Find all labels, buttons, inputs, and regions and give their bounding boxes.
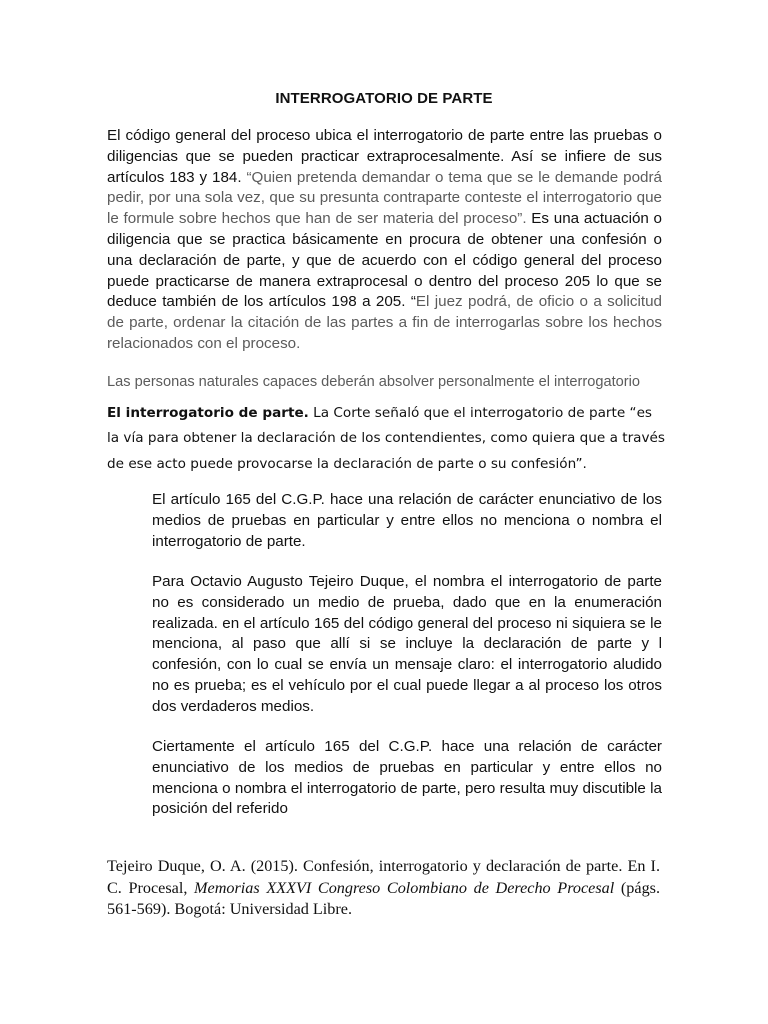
paragraph-corte <box>107 401 667 477</box>
paragraph-ciertamente: Ciertamente el artículo 165 del C.G.P. hace una relación de carácter enunciativo de los medios de pruebas en particular y entre ellos no menciona o nombra el interrogatorio de parte, pero resulta muy discutible la posición del referido <box>152 738 662 818</box>
paragraph-tejeiro: Para Octavio Augusto Tejeiro Duque, el nombra el interrogatorio de parte no es considerado un medio de prueba, dado que en la enumeración realizada. en el artículo 165 del código general del proceso ni siquiera se le menciona, al paso que allí si se incluye la declaración de parte y l confesión, con lo cual se envía un mensaje claro: el interrogatorio aludido no es prueba; es el vehículo por el cual puede llegar a al proceso los otros dos verdaderos medios. <box>152 573 662 715</box>
intro-text: El código general del proceso ubica el interrogatorio de parte entre las pruebas o diligencias que se pueden practicar extraprocesalmente. Así se infiere de sus artículos 183 y 184. <box>107 127 662 186</box>
paragraph-intro <box>107 126 662 355</box>
paragraph-heading: El interrogatorio de parte. <box>107 405 309 421</box>
paragraph-natural-persons: Las personas naturales capaces deberán absolver personalmente el interrogatorio <box>107 374 640 390</box>
paragraph-article-165: El artículo 165 del C.G.P. hace una relación de carácter enunciativo de los medios de pruebas en particular y entre ellos no menciona o nombra el interrogatorio de parte. <box>152 491 662 550</box>
reference-pages: (págs. 561-569). Bogotá: Universidad Libre. <box>107 878 661 919</box>
quote-article-183: “Quien pretenda demandar o tema que se le demande podrá pedir, por una sola vez, que su presunta contraparte conteste el interrogatorio que le formule sobre hechos que han de ser materia del proceso”. <box>107 168 662 228</box>
page-title: INTERROGATORIO DE PARTE <box>275 90 493 107</box>
intro-middle-text: Es una actuación o diligencia que se practica básicamente en procura de obtener una confesión o una declaración de parte, y que de acuerdo con el código general del proceso puede practicarse de manera extraprocesal o dentro del proceso 205 lo que se deduce también de los artículos 198 a 205. <box>107 210 663 311</box>
reference-authors: Tejeiro Duque, O. A. (2015). Confesión, interrogatorio y declaración de parte. En I. C. Procesal, <box>107 857 660 897</box>
bibliographic-reference <box>107 856 660 921</box>
reference-book-title: Memorias XXXVI Congreso Colombiano de Derecho Procesal <box>194 878 615 897</box>
quote-open-mark: “ <box>410 293 416 311</box>
corte-text: La Corte señaló que el interrogatorio de parte “es la vía para obtener la declaración de los contendientes, como quiera que a través de ese acto puede provocarse la declaración de parte o su confesión”. <box>107 405 665 472</box>
quote-judge: El juez podrá, de oficio o a solicitud de parte, ordenar la citación de las partes a fin de interrogarlas sobre los hechos relacionados con el proceso. <box>107 293 663 352</box>
